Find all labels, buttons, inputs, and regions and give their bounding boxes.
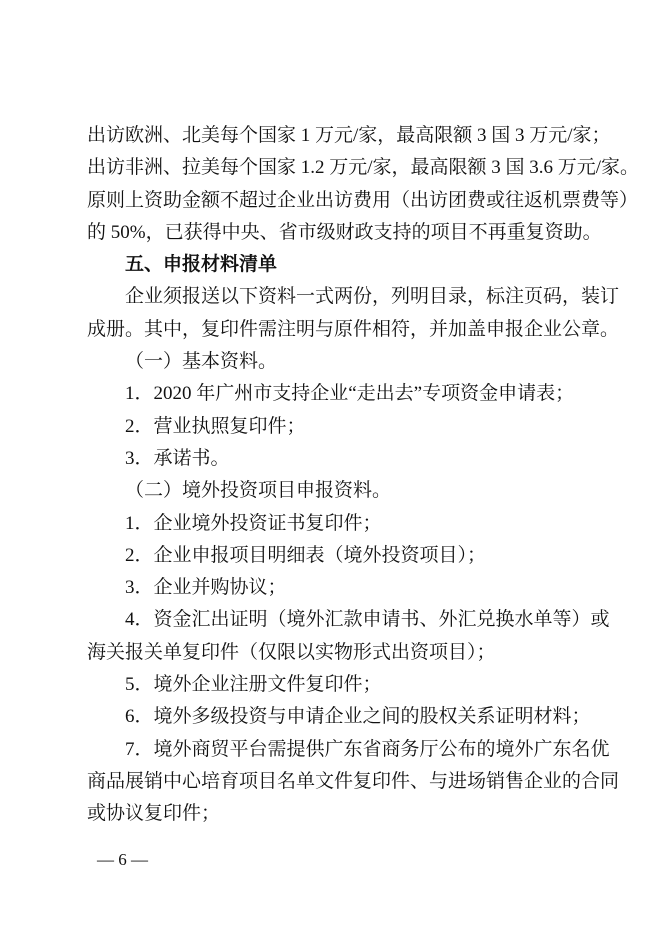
document-body	[87, 120, 640, 831]
list-item: 1．企业境外投资证书复印件；	[125, 512, 382, 534]
list-item-continuation: 海关报关单复印件（仅限以实物形式出资项目）；	[87, 641, 496, 663]
list-item: 2．企业申报项目明细表（境外投资项目）；	[125, 544, 487, 566]
subsection-heading: （二）境外投资项目申报资料。	[125, 480, 392, 502]
list-item: 3．承诺书。	[125, 447, 230, 469]
list-item-continuation: 或协议复印件；	[87, 803, 221, 825]
page-number: — 6 —	[97, 850, 148, 869]
list-item: 1．2020 年广州市支持企业“走出去”专项资金申请表；	[125, 383, 575, 405]
list-item: 7．境外商贸平台需提供广东省商务厅公布的境外广东名优	[125, 738, 610, 760]
paragraph-line: 原则上资助金额不超过企业出访费用（出访团费或往返机票费等）	[87, 189, 639, 211]
paragraph-line: 成册。其中，复印件需注明与原件相符，并加盖申报企业公章。	[87, 318, 620, 340]
list-item-continuation: 商品展销中心培育项目名单文件复印件、与进场销售企业的合同	[87, 770, 620, 792]
subsection-heading: （一）基本资料。	[125, 351, 278, 373]
list-item: 4．资金汇出证明（境外汇款申请书、外汇兑换水单等）或	[125, 609, 610, 631]
paragraph-line: 企业须报送以下资料一式两份，列明目录，标注页码，装订	[125, 286, 620, 308]
list-item: 6．境外多级投资与申请企业之间的股权关系证明材料；	[125, 706, 591, 728]
list-item: 2．营业执照复印件；	[125, 415, 306, 437]
list-item: 3．企业并购协议；	[125, 577, 287, 599]
paragraph-line: 的 50%，已获得中央、省市级财政支持的项目不再重复资助。	[87, 221, 602, 243]
section-heading: 五、申报材料清单	[125, 254, 278, 276]
paragraph-line: 出访非洲、拉美每个国家 1.2 万元/家，最高限额 3 国 3.6 万元/家。	[87, 157, 640, 179]
list-item: 5．境外企业注册文件复印件；	[125, 674, 382, 696]
paragraph-line: 出访欧洲、北美每个国家 1 万元/家，最高限额 3 国 3 万元/家；	[87, 125, 611, 146]
